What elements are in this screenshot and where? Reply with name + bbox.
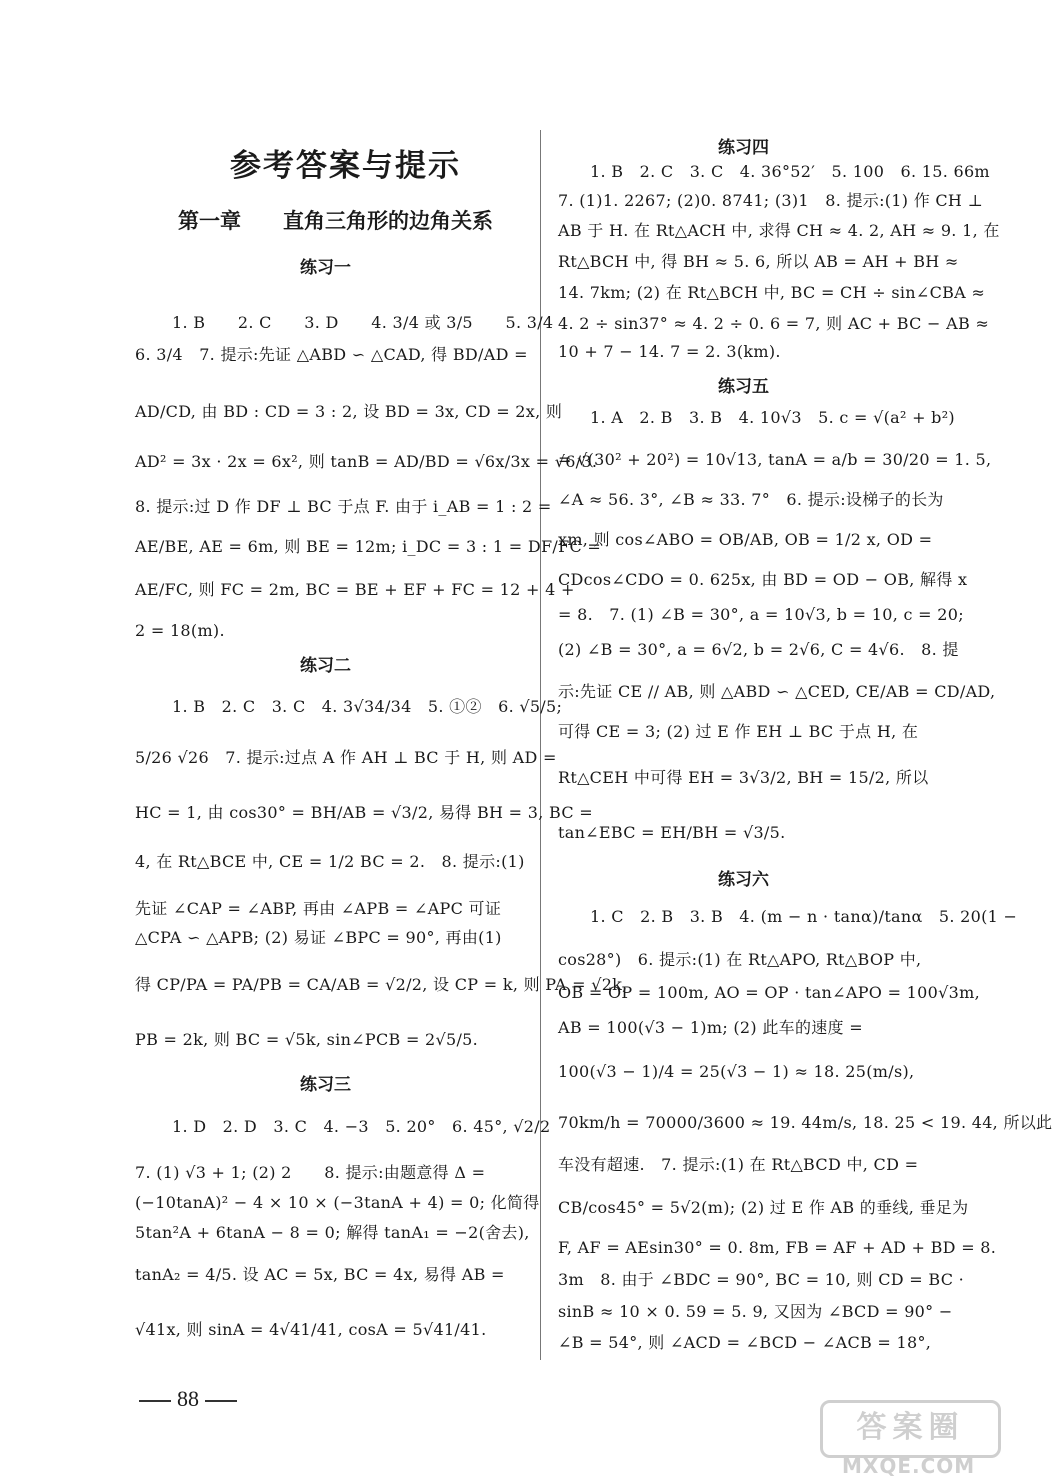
answer-line: 7. (1)1. 2267; (2)0. 8741; (3)1 8. 提示:(1) 作 CH ⊥ [558, 191, 983, 210]
answer-line: AB 于 H. 在 Rt△ACH 中, 求得 CH ≈ 4. 2, AH ≈ 9. 1, 在 [558, 221, 1000, 240]
watermark-badge: 答案圈 [820, 1400, 1001, 1458]
answer-line: cos28°) 6. 提示:(1) 在 Rt△APO, Rt△BOP 中, [558, 950, 922, 969]
answer-line: 示:先证 CE // AB, 则 △ABD ∽ △CED, CE/AB = CD/AD, [558, 682, 996, 701]
answer-line: = 8. 7. (1) ∠B = 30°, a = 10√3, b = 10, c = 20; [558, 605, 964, 624]
answer-line: CDcos∠CDO = 0. 625x, 由 BD = OD − OB, 解得 x [558, 570, 968, 589]
answer-line: 1. B 2. C 3. C 4. 3√34/34 5. ①② 6. √5/5; [172, 697, 563, 716]
chapter-title: 第一章 直角三角形的边角关系 [178, 208, 493, 233]
answer-line: 得 CP/PA = PA/PB = CA/AB = √2/2, 设 CP = k, 则 PA = √2k, [135, 975, 628, 994]
answer-line: (−10tanA)² − 4 × 10 × (−3tanA + 4) = 0; 化简得 [135, 1193, 540, 1212]
answer-line: 1. D 2. D 3. C 4. −3 5. 20° 6. 45°, √2/2 [172, 1117, 551, 1136]
answer-line: 车没有超速. 7. 提示:(1) 在 Rt△BCD 中, CD = [558, 1155, 919, 1174]
answer-line: 5tan²A + 6tanA − 8 = 0; 解得 tanA₁ = −2(舍去), [135, 1223, 530, 1242]
answer-line: 6. 3/4 7. 提示:先证 △ABD ∽ △CAD, 得 BD/AD = [135, 345, 528, 364]
answer-line: √41x, 则 sinA = 4√41/41, cosA = 5√41/41. [135, 1320, 487, 1339]
answer-line: 70km/h = 70000/3600 ≈ 19. 44m/s, 18. 25 < 19. 44, 所以此 [558, 1113, 1052, 1132]
section-heading-3: 练习三 [300, 1075, 351, 1095]
page-title: 参考答案与提示 [230, 148, 461, 184]
answer-line: AD² = 3x · 2x = 6x², 则 tanB = AD/BD = √6x/3x = √6/3. [135, 452, 598, 471]
answer-line: ∠B = 54°, 则 ∠ACD = ∠BCD − ∠ACB = 18°, [558, 1333, 932, 1352]
answer-line: 先证 ∠CAP = ∠ABP, 再由 ∠APB = ∠APC 可证 [135, 899, 502, 918]
answer-line: tanA₂ = 4/5. 设 AC = 5x, BC = 4x, 易得 AB = [135, 1265, 505, 1284]
answer-line: AD/CD, 由 BD : CD = 3 : 2, 设 BD = 3x, CD = 2x, 则 [135, 402, 563, 421]
answer-line: Rt△BCH 中, 得 BH ≈ 5. 6, 所以 AB = AH + BH ≈ [558, 252, 959, 271]
answer-line: 100(√3 − 1)/4 = 25(√3 − 1) ≈ 18. 25(m/s), [558, 1062, 915, 1081]
answer-line: sinB ≈ 10 × 0. 59 = 5. 9, 又因为 ∠BCD = 90° − [558, 1302, 953, 1321]
answer-line: △CPA ∽ △APB; (2) 易证 ∠BPC = 90°, 再由(1) [135, 928, 502, 947]
section-heading-5: 练习五 [718, 377, 769, 397]
answer-line: AE/FC, 则 FC = 2m, BC = BE + EF + FC = 12 + 4 + [135, 580, 575, 599]
section-heading-1: 练习一 [300, 258, 351, 278]
answer-line: (2) ∠B = 30°, a = 6√2, b = 2√6, C = 4√6. 8. 提 [558, 640, 959, 659]
answer-line: 1. C 2. B 3. B 4. (m − n · tanα)/tanα 5. 20(1 − [590, 907, 1018, 926]
answer-line: CB/cos45° = 5√2(m); (2) 过 E 作 AB 的垂线, 垂足为 [558, 1198, 969, 1217]
answer-line: F, AF = AEsin30° = 0. 8m, FB = AF + AD + BD = 8. [558, 1238, 997, 1257]
answer-line: 10 + 7 − 14. 7 = 2. 3(km). [558, 342, 781, 361]
answer-line: 可得 CE = 3; (2) 过 E 作 EH ⊥ BC 于点 H, 在 [558, 722, 919, 741]
answer-line: 14. 7km; (2) 在 Rt△BCH 中, BC = CH ÷ sin∠CBA ≈ [558, 283, 986, 302]
answer-line: tan∠EBC = EH/BH = √3/5. [558, 823, 786, 842]
answer-line: AB = 100(√3 − 1)m; (2) 此车的速度 = [558, 1018, 863, 1037]
section-heading-6: 练习六 [718, 870, 769, 890]
section-heading-2: 练习二 [300, 656, 351, 676]
answer-line: 4, 在 Rt△BCE 中, CE = 1/2 BC = 2. 8. 提示:(1) [135, 852, 525, 871]
answer-line: 1. B 2. C 3. C 4. 36°52′ 5. 100 6. 15. 66m [590, 162, 990, 181]
answer-line: HC = 1, 由 cos30° = BH/AB = √3/2, 易得 BH = 3, BC = [135, 803, 593, 822]
answer-line: 5/26 √26 7. 提示:过点 A 作 AH ⊥ BC 于 H, 则 AD = [135, 748, 557, 767]
answer-line: ∠A ≈ 56. 3°, ∠B ≈ 33. 7° 6. 提示:设梯子的长为 [558, 490, 944, 509]
answer-line: = √(30² + 20²) = 10√13, tanA = a/b = 30/20 = 1. 5, [558, 450, 992, 469]
answer-line: 1. B 2. C 3. D 4. 3/4 或 3/5 5. 3/4 [172, 313, 554, 332]
answer-line: 3m 8. 由于 ∠BDC = 90°, BC = 10, 则 CD = BC · [558, 1270, 965, 1289]
watermark-url: MXQE.COM [842, 1454, 976, 1478]
watermark-logo [820, 1400, 995, 1478]
answer-line: 4. 2 ÷ sin37° ≈ 4. 2 ÷ 0. 6 = 7, 则 AC + BC − AB ≈ [558, 314, 990, 333]
answer-line: AE/BE, AE = 6m, 则 BE = 12m; i_DC = 3 : 1 = DF/FC = [135, 537, 602, 556]
answer-line: 2 = 18(m). [135, 621, 225, 640]
answer-line: 7. (1) √3 + 1; (2) 2 8. 提示:由题意得 Δ = [135, 1163, 486, 1182]
answer-line: xm, 则 cos∠ABO = OB/AB, OB = 1/2 x, OD = [558, 530, 933, 549]
answer-line: 8. 提示:过 D 作 DF ⊥ BC 于点 F. 由于 i_AB = 1 : 2 = [135, 497, 552, 516]
answer-line: 1. A 2. B 3. B 4. 10√3 5. c = √(a² + b²) [590, 408, 955, 427]
page-number: 88 [133, 1386, 243, 1412]
answer-line: OB = OP = 100m, AO = OP · tan∠APO = 100√3m, [558, 983, 980, 1002]
answer-line: Rt△CEH 中可得 EH = 3√3/2, BH = 15/2, 所以 [558, 768, 929, 787]
section-heading-4: 练习四 [718, 138, 769, 158]
answer-line: PB = 2k, 则 BC = √5k, sin∠PCB = 2√5/5. [135, 1030, 479, 1049]
